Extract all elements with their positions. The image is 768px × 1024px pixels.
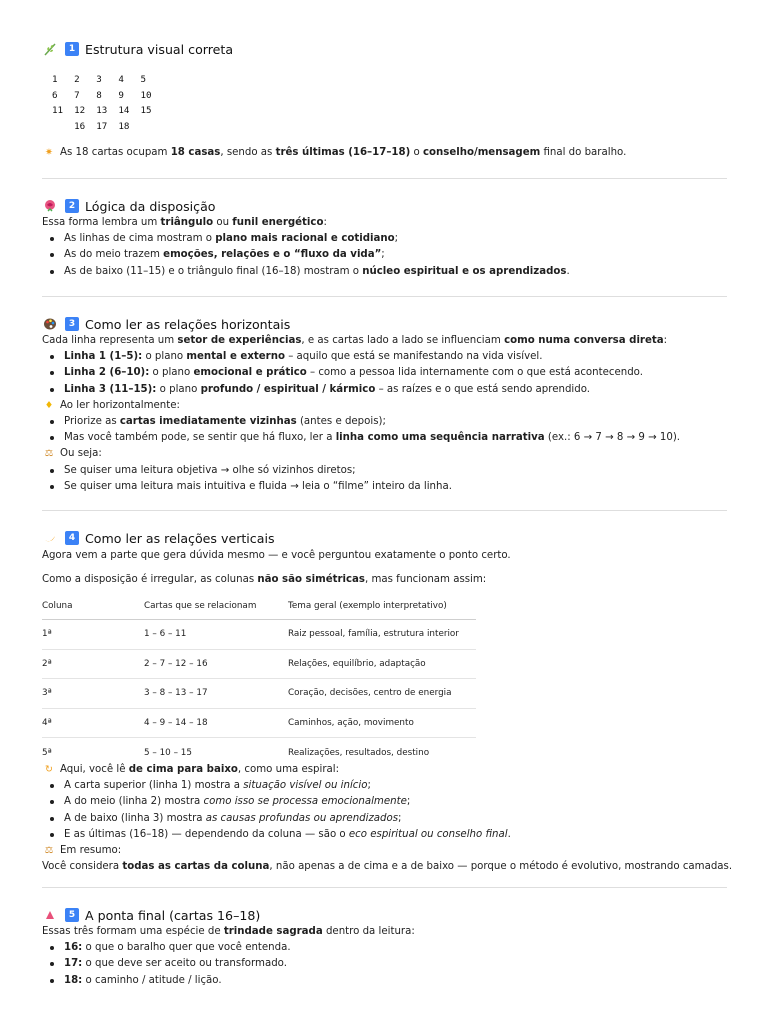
sparkle-icon: ✷ <box>45 147 53 158</box>
section-heading <box>42 906 727 924</box>
list-item: 18: o caminho / atitude / lição. <box>42 973 727 989</box>
table-cell: 5 – 10 – 15 <box>144 747 192 758</box>
column-header: Coluna <box>42 593 144 620</box>
triangle-icon <box>42 907 58 923</box>
table-cell: 1 – 6 – 11 <box>144 620 288 650</box>
list-item: Linha 2 (6–10): o plano emocional e prático – como a pessoa lida internamente com o que está acontecendo. <box>42 365 727 381</box>
note-text: As 18 cartas ocupam 18 casas, sendo as três últimas (16–17–18) o conselho/mensagem final do baralho. <box>60 147 627 158</box>
scales-icon: ⚖ <box>44 448 54 460</box>
number-badge: 1 <box>65 42 79 56</box>
grid-row-2: 6 7 8 9 10 <box>52 89 152 101</box>
section-structure <box>42 40 727 158</box>
list-item: A do meio (linha 2) mostra como isso se processa emocionalmente; <box>42 794 727 810</box>
table-cell: Caminhos, ação, movimento <box>288 708 476 738</box>
list-item: As de baixo (11–15) e o triângulo final (16–18) mostram o núcleo espiritual e os aprendizados. <box>42 264 727 280</box>
list-item: As do meio trazem emoções, relações e o “fluxo da vida”; <box>42 247 727 263</box>
section-horizontal <box>42 315 727 492</box>
divider <box>42 510 727 511</box>
table-cell: 2ª <box>42 649 144 679</box>
section-vertical <box>42 529 733 873</box>
table-cell: 3ª <box>42 679 144 709</box>
table-cell: 4 – 9 – 14 – 18 <box>144 708 288 738</box>
grid-row-3: 11 12 13 14 15 <box>52 105 152 116</box>
spiral-line <box>42 762 727 778</box>
intro-text: Cada linha representa um setor de experiências, e as cartas lado a lado se influenciam como numa conversa direta: <box>42 335 668 346</box>
grid-row-4: 16 17 18 <box>52 120 130 132</box>
table-header-row <box>42 593 476 620</box>
intro-text: Essa forma lembra um triângulo ou funil energético: <box>42 217 327 228</box>
summary-text: Você considera todas as cartas da coluna, não apenas a de cima e a de baixo — porque o método é evolutivo, mostrando camadas. <box>42 861 733 873</box>
table-cell: 2 – 7 – 12 – 16 <box>144 649 288 679</box>
section-heading <box>42 529 727 547</box>
section-title: Estrutura visual correta <box>85 41 234 57</box>
table-row <box>42 708 476 738</box>
table-cell: Raiz pessoal, família, estrutura interior <box>288 620 476 650</box>
section-final-point <box>42 906 727 986</box>
number-badge: 3 <box>65 317 79 331</box>
herb-icon <box>42 41 58 57</box>
section-title: Lógica da disposição <box>85 198 216 214</box>
table-cell: 4ª <box>42 708 144 738</box>
number-badge: 2 <box>65 199 79 213</box>
number-badge: 5 <box>65 908 79 922</box>
intro-text: Essas três formam uma espécie de trindade sagrada dentro da leitura: <box>42 926 415 937</box>
column-table <box>42 593 476 767</box>
section-heading <box>42 40 727 58</box>
list-item: Priorize as cartas imediatamente vizinhas (antes e depois); <box>42 414 727 430</box>
list-item: 17: o que deve ser aceito ou transformado. <box>42 956 727 972</box>
table-cell: Realizações, resultados, destino <box>288 747 430 758</box>
list-item: E as últimas (16–18) — dependendo da coluna — são o eco espiritual ou conselho final. <box>42 827 727 843</box>
spiral-text: Aqui, você lê de cima para baixo, como uma espiral: <box>60 764 340 775</box>
note-line <box>42 145 626 161</box>
list-item: As linhas de cima mostram o plano mais racional e cotidiano; <box>42 231 727 247</box>
section-heading <box>42 315 727 333</box>
section-title: Como ler as relações verticais <box>85 530 275 546</box>
table-cell: Relações, equilíbrio, adaptação <box>288 649 476 679</box>
list-item: A carta superior (linha 1) mostra a situação visível ou início; <box>42 778 727 794</box>
table-row <box>42 679 476 709</box>
section-layout-logic <box>42 197 727 277</box>
tip-label: Ao ler horizontalmente: <box>60 399 180 411</box>
divider <box>42 178 727 179</box>
list-item: Linha 3 (11–15): o plano profundo / espiritual / kármico – as raízes e o que está sendo aprendido. <box>42 382 727 398</box>
summary-label: Em resumo: <box>60 844 122 856</box>
list-item: 16: o que o baralho quer que você entenda. <box>42 940 727 956</box>
list-item: A de baixo (linha 3) mostra as causas profundas ou aprendizados; <box>42 811 727 827</box>
card-grid <box>52 72 152 134</box>
scales-icon: ⚖ <box>44 844 54 856</box>
list-item: Linha 1 (1–5): o plano mental e externo – aquilo que está se manifestando na vida visível. <box>42 349 727 365</box>
palette-icon <box>42 316 58 332</box>
intro-text: Agora vem a parte que gera dúvida mesmo — e você perguntou exatamente o ponto certo. <box>42 550 511 561</box>
section-title: Como ler as relações horizontais <box>85 316 291 332</box>
divider <box>42 887 727 888</box>
grid-row-1: 1 2 3 4 5 <box>52 74 147 85</box>
table-cell: 5ª <box>42 747 52 758</box>
or-label: Ou seja: <box>60 448 102 460</box>
table-cell: 1ª <box>42 620 144 650</box>
column-header: Cartas que se relacionam <box>144 593 288 620</box>
intro-text-2: Como a disposição é irregular, as colunas não são simétricas, mas funcionam assim: <box>42 574 487 585</box>
summary-line <box>42 843 727 859</box>
list-item: Mas você também pode, se sentir que há fluxo, ler a linha como uma sequência narrativa (ex.: 6 → 7 → 8 → 9 → 10). <box>42 430 727 446</box>
tip-line <box>42 398 727 414</box>
table-cell: Coração, decisões, centro de energia <box>288 679 476 709</box>
column-header: Tema geral (exemplo interpretativo) <box>288 593 476 620</box>
list-item: Se quiser uma leitura objetiva → olhe só vizinhos diretos; <box>42 463 727 479</box>
section-heading <box>42 197 727 215</box>
list-item: Se quiser uma leitura mais intuitiva e fluida → leia o “filme” inteiro da linha. <box>42 479 727 495</box>
lightbulb-icon: ♦ <box>44 399 54 411</box>
table-row <box>42 649 476 679</box>
section-title: A ponta final (cartas 16–18) <box>85 907 261 923</box>
table-cell: 3 – 8 – 13 – 17 <box>144 679 288 709</box>
dizzy-icon: ↻ <box>45 764 53 775</box>
moon-icon <box>42 530 58 546</box>
number-badge: 4 <box>65 531 79 545</box>
table-row <box>42 620 476 650</box>
or-line <box>42 446 727 462</box>
rose-icon <box>42 198 58 214</box>
divider <box>42 296 727 297</box>
